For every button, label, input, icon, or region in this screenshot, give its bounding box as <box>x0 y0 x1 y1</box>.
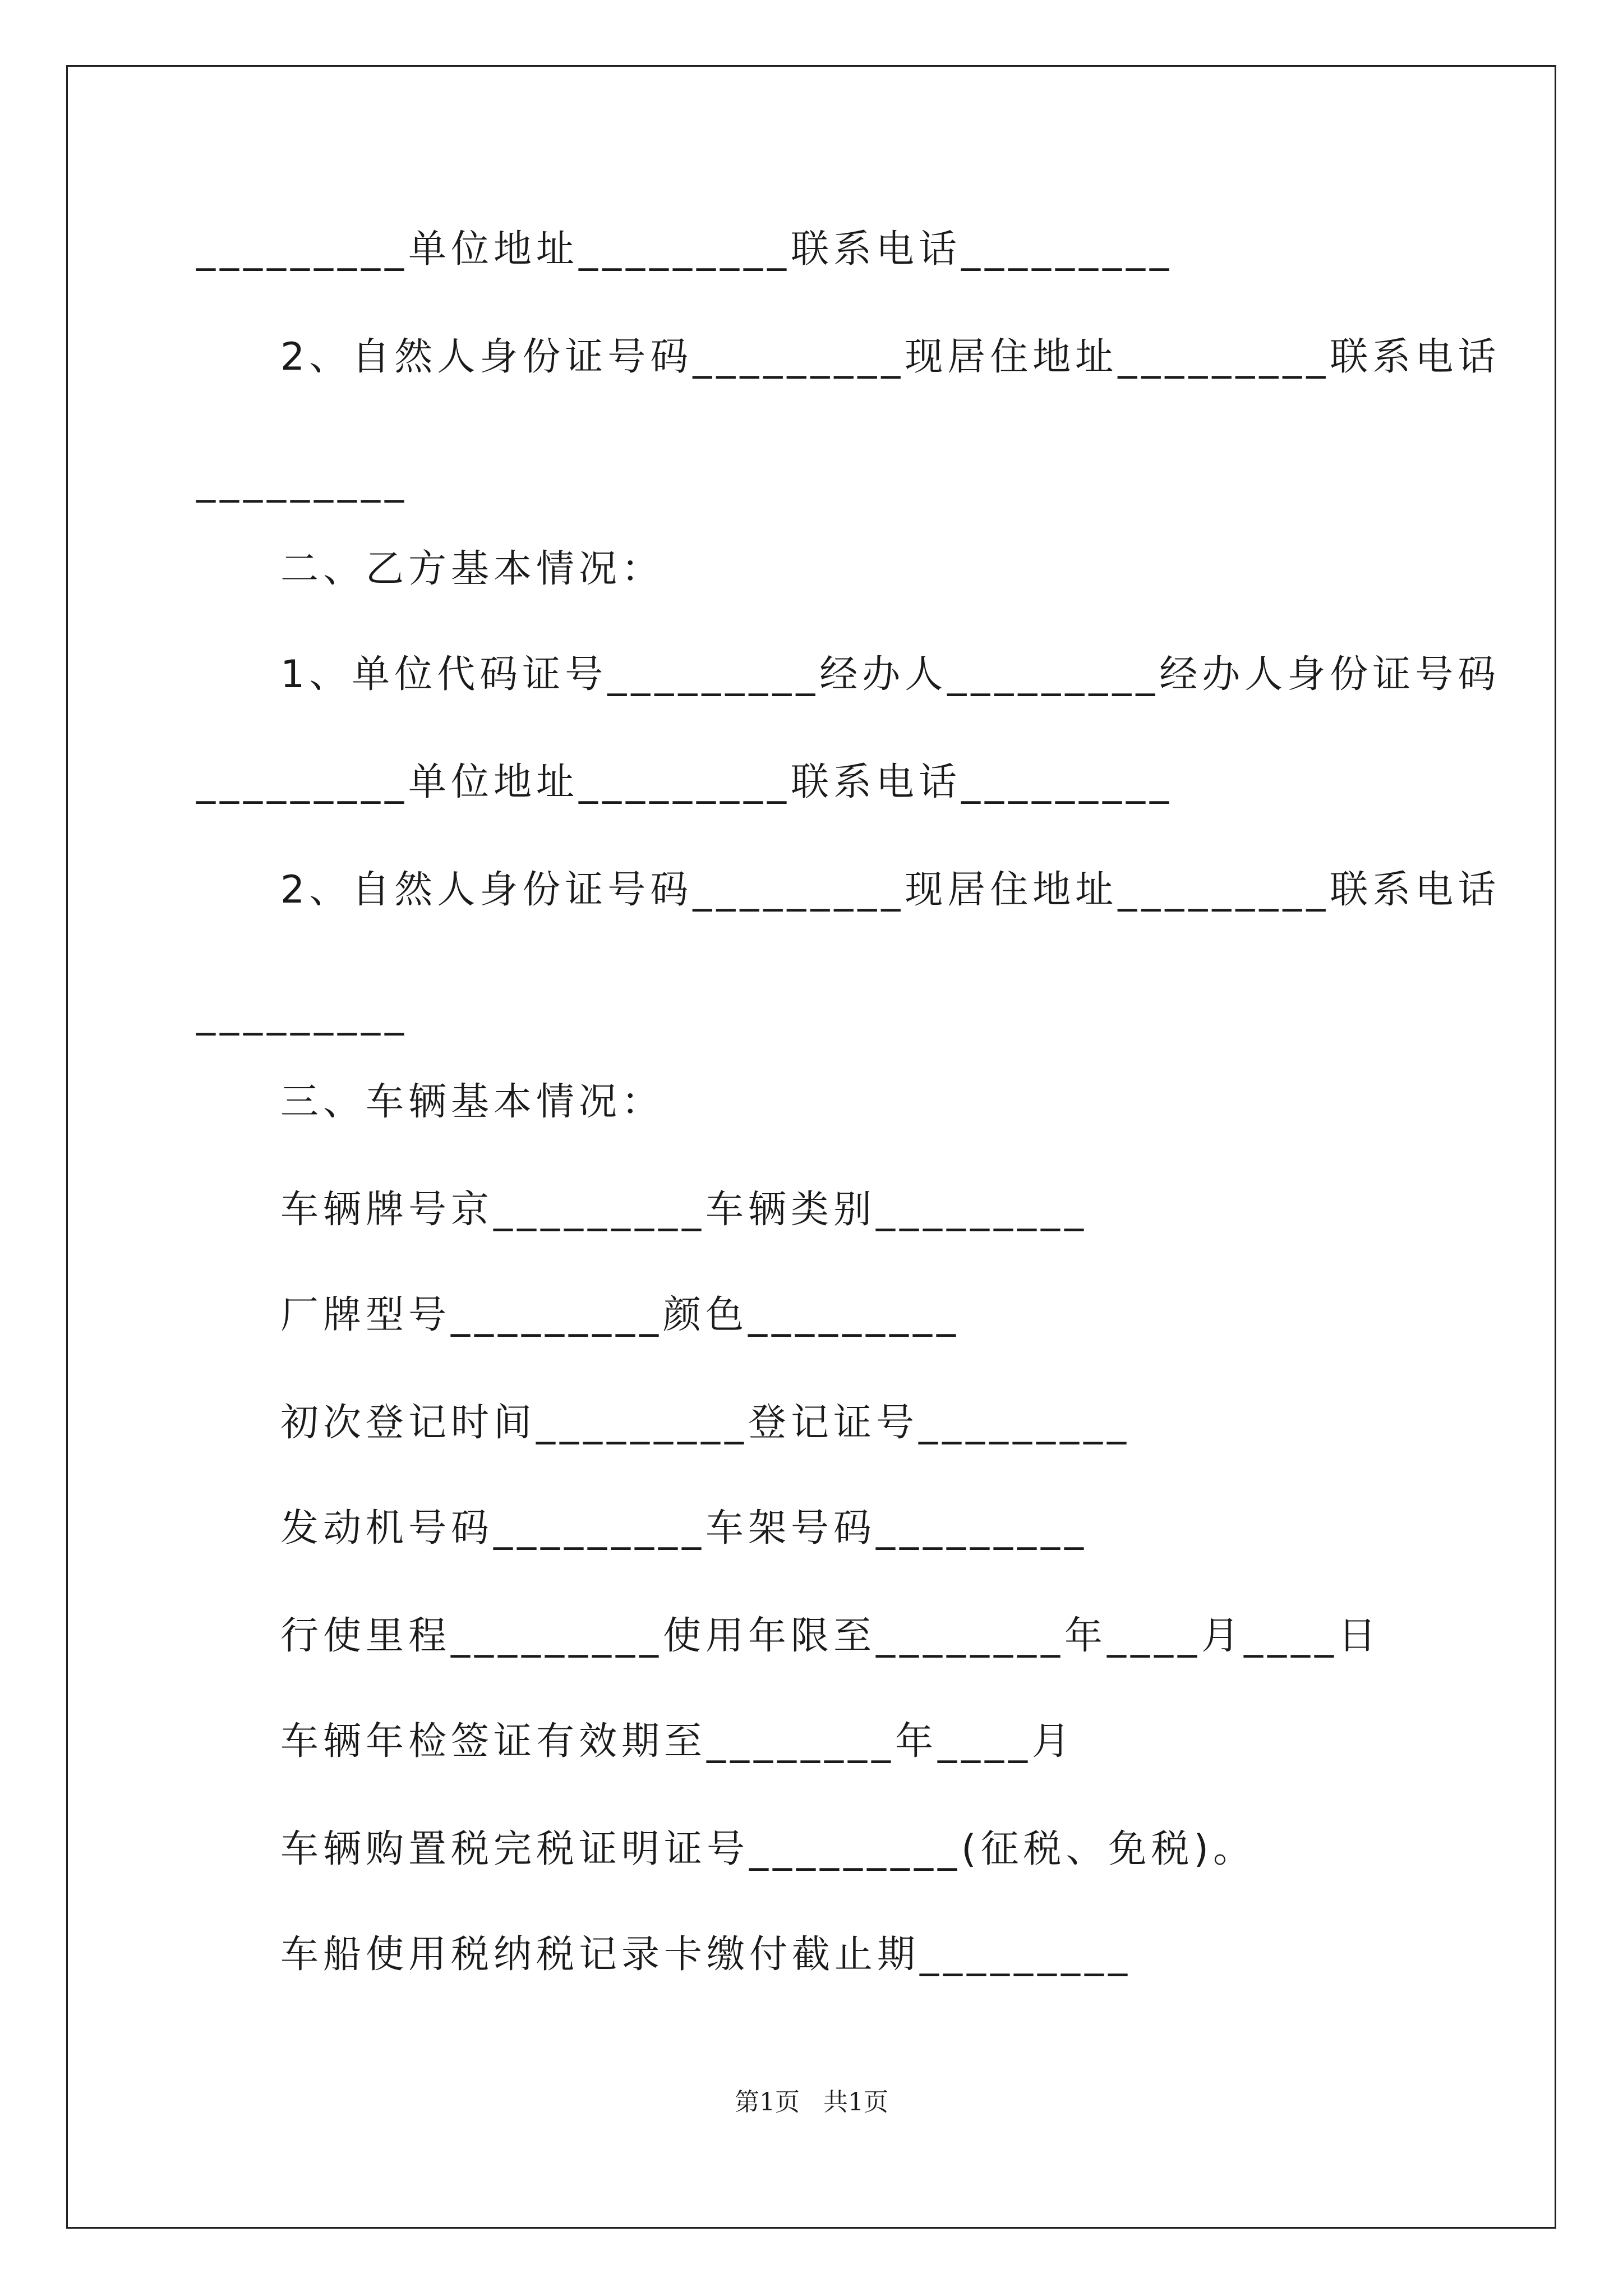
text-line-party-b-org-address-phone: _________单位地址_________联系电话_________ <box>196 760 1174 804</box>
section-heading-party-b: 二、乙方基本情况： <box>280 547 665 591</box>
section-heading-vehicle: 三、车辆基本情况： <box>280 1080 665 1124</box>
text-line-purchase-tax: 车辆购置税完税证明证号_________(征税、免税)。 <box>280 1827 1256 1871</box>
text-line-party-b-person-id: 2、自然人身份证号码_________现居住地址_________联系电话 <box>280 868 1501 912</box>
page-footer: 第1页 共1页 <box>735 2088 888 2116</box>
text-line-engine-frame: 发动机号码_________车架号码_________ <box>280 1506 1089 1550</box>
text-line-brand-color: 厂牌型号_________颜色_________ <box>280 1293 961 1337</box>
text-line-party-a-person-id: 2、自然人身份证号码_________现居住地址_________联系电话 <box>280 335 1501 379</box>
text-line-plate-category: 车辆牌号京_________车辆类别_________ <box>280 1188 1089 1232</box>
text-line-party-b-org-code: 1、单位代码证号_________经办人_________经办人身份证号码 <box>280 652 1501 697</box>
text-line-inspection-validity: 车辆年检签证有效期至________年____月 <box>280 1719 1075 1764</box>
text-line-party-a-person-phone: _________ <box>196 459 408 503</box>
text-line-party-b-person-phone: _________ <box>196 992 408 1036</box>
text-line-party-a-org-address-phone: _________单位地址_________联系电话_________ <box>196 227 1174 272</box>
text-line-mileage-service-life: 行使里程_________使用年限至________年____月____日 <box>280 1614 1381 1658</box>
page-border <box>66 65 1556 2229</box>
text-line-vessel-tax: 车船使用税纳税记录卡缴付截止期_________ <box>280 1932 1132 1977</box>
text-line-registration: 初次登记时间_________登记证号_________ <box>280 1401 1131 1445</box>
